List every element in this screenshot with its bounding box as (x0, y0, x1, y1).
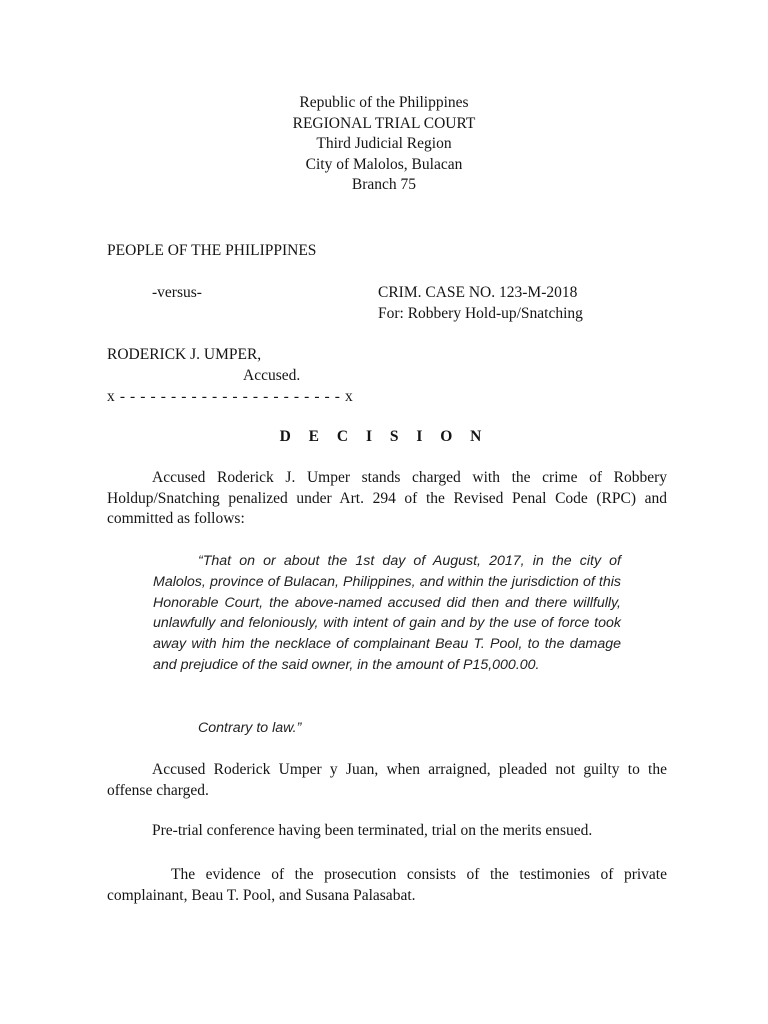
plaintiff-name: PEOPLE OF THE PHILIPPINES (107, 242, 317, 259)
court-header (0, 93, 768, 196)
paragraph-pretrial: Pre-trial conference having been terminated, trial on the merits ensued. (152, 822, 593, 839)
accused-label: Accused. (243, 367, 301, 384)
header-court: REGIONAL TRIAL COURT (292, 114, 476, 132)
paragraph-arraignment: Accused Roderick Umper y Juan, when arraigned, pleaded not guilty to the offense charged. (107, 761, 667, 799)
information-quote-end: Contrary to law.” (198, 720, 302, 736)
case-info (378, 283, 583, 324)
information-quote: “That on or about the 1st day of August, 2017, in the city of Malolos, province of Bulacan, Philippines, and within the jurisdiction of this Honorable Court, the above-named accused did then and there willfully, unlawfully and feloniously, with intent of gain and by the use of force took away with him the necklace of complainant Beau T. Pool, to the damage and prejudice of the said owner, in the amount of P15,000.00. (153, 553, 621, 673)
decision-title: D E C I S I O N (279, 428, 489, 445)
caption-separator: x - - - - - - - - - - - - - - - - - - - - - - x (107, 388, 354, 405)
accused-name: RODERICK J. UMPER, (107, 346, 262, 363)
versus-label: -versus- (152, 284, 202, 301)
header-branch: Branch 75 (351, 176, 417, 193)
paragraph-charge: Accused Roderick J. Umper stands charged with the crime of Robbery Holdup/Snatching penalized under Art. 294 of the Revised Penal Code (RPC) and committed as follows: (107, 469, 667, 527)
header-region: Third Judicial Region (316, 135, 452, 152)
header-republic: Republic of the Philippines (299, 94, 469, 111)
paragraph-evidence: The evidence of the prosecution consists of the testimonies of private complainant, Beau T. Pool, and Susana Palasabat. (107, 866, 667, 904)
case-number: CRIM. CASE NO. 123-M-2018 (378, 284, 578, 301)
header-city: City of Malolos, Bulacan (305, 155, 463, 173)
case-charge: For: Robbery Hold-up/Snatching (378, 304, 583, 322)
